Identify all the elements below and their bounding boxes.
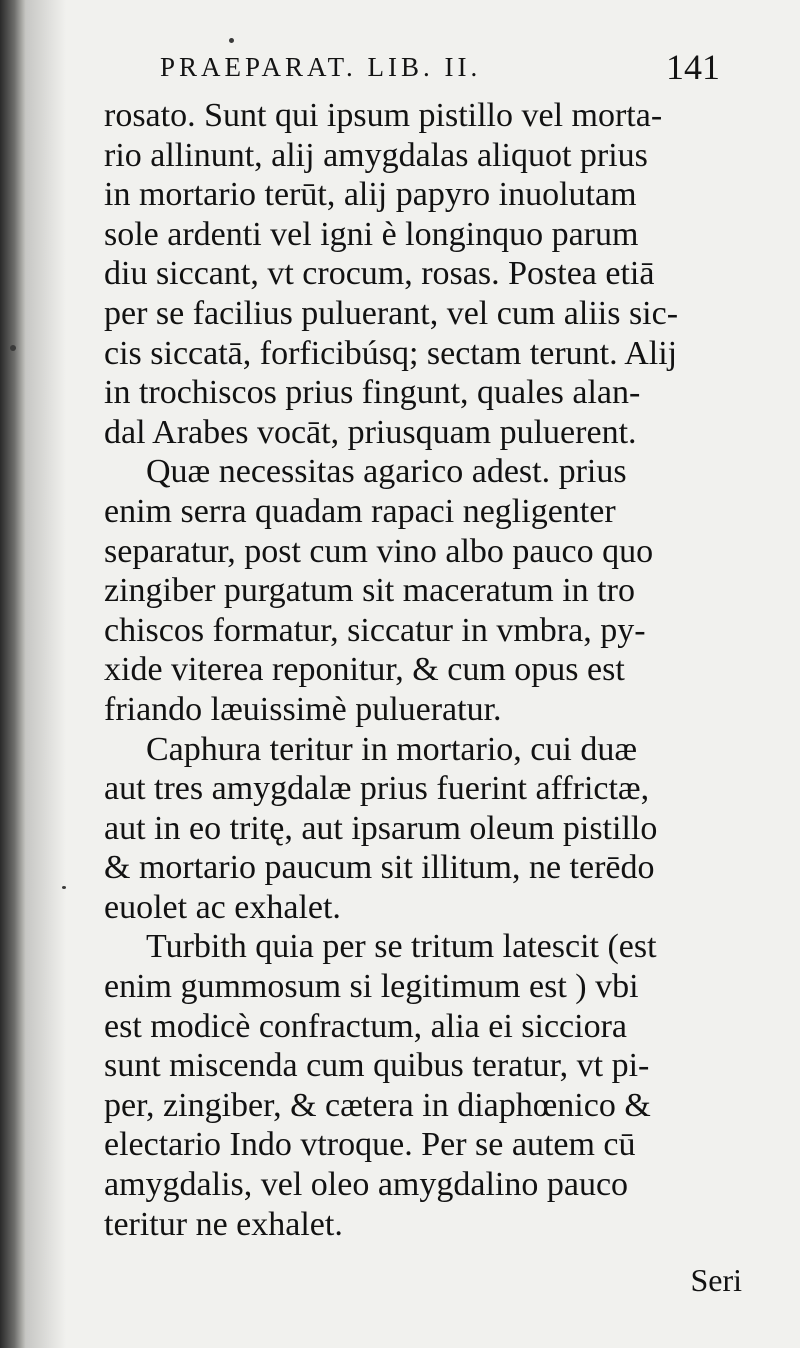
text-line: teritur ne exhalet.: [104, 1205, 343, 1243]
text-line: est modicè confractum, alia ei sicciora: [104, 1007, 627, 1045]
text-line: electario Indo vtroque. Per se autem cū: [104, 1126, 636, 1164]
text-line: enim gummosum si legitimum est ) vbi: [104, 968, 639, 1006]
text-line: per se facilius puluerant, vel cum aliis sic-: [104, 294, 679, 332]
text-line: friando læuissimè pulueratur.: [104, 690, 502, 728]
running-head-title: PRAEPARAT. LIB. II.: [160, 52, 482, 82]
text-line: cis siccatā, forficibúsq; sectam terunt. Alij: [104, 334, 678, 372]
text-line: Turbith quia per se tritum latescit (est: [146, 928, 657, 966]
page-gutter: [0, 0, 26, 1348]
catchword: Seri: [690, 1262, 742, 1298]
text-line: per, zingiber, & cætera in diaphœnico &: [104, 1086, 651, 1124]
text-line: chiscos formatur, siccatur in vmbra, py-: [104, 611, 646, 649]
text-line: & mortario paucum sit illitum, ne terēdo: [104, 849, 655, 887]
body-text: [104, 96, 744, 1244]
text-line: sunt miscenda cum quibus teratur, vt pi-: [104, 1047, 650, 1085]
text-line: Quæ necessitas agarico adest. prius: [146, 453, 627, 491]
ink-speck: [229, 38, 234, 43]
ink-speck: [10, 345, 16, 351]
text-line: amygdalis, vel oleo amygdalino pauco: [104, 1166, 629, 1204]
running-head: [160, 47, 720, 92]
text-line: dal Arabes vocāt, priusquam puluerent.: [104, 413, 637, 451]
text-line: enim serra quadam rapaci negligenter: [104, 492, 616, 530]
text-line: in trochiscos prius fingunt, quales alan-: [104, 374, 641, 412]
text-line: rio allinunt, alij amygdalas aliquot prius: [104, 136, 648, 174]
page-number: 141: [666, 47, 720, 87]
gutter-shadow: [26, 0, 66, 1348]
text-line: aut in eo tritę, aut ipsarum oleum pistillo: [104, 809, 658, 847]
text-line: aut tres amygdalæ prius fuerint affrictæ,: [104, 770, 650, 808]
text-line: sole ardenti vel igni è longinquo parum: [104, 215, 639, 253]
text-line: diu siccant, vt crocum, rosas. Postea etiā: [104, 255, 655, 293]
text-line: Caphura teritur in mortario, cui duæ: [146, 730, 637, 768]
ink-speck: [62, 886, 66, 889]
text-line: xide viterea reponitur, & cum opus est: [104, 651, 625, 689]
text-line: rosato. Sunt qui ipsum pistillo vel morta-: [104, 97, 663, 134]
text-line: in mortario terūt, alij papyro inuolutam: [104, 176, 637, 214]
text-line: euolet ac exhalet.: [104, 888, 341, 926]
text-line: zingiber purgatum sit maceratum in tro: [104, 572, 635, 610]
text-line: separatur, post cum vino albo pauco quo: [104, 532, 654, 570]
